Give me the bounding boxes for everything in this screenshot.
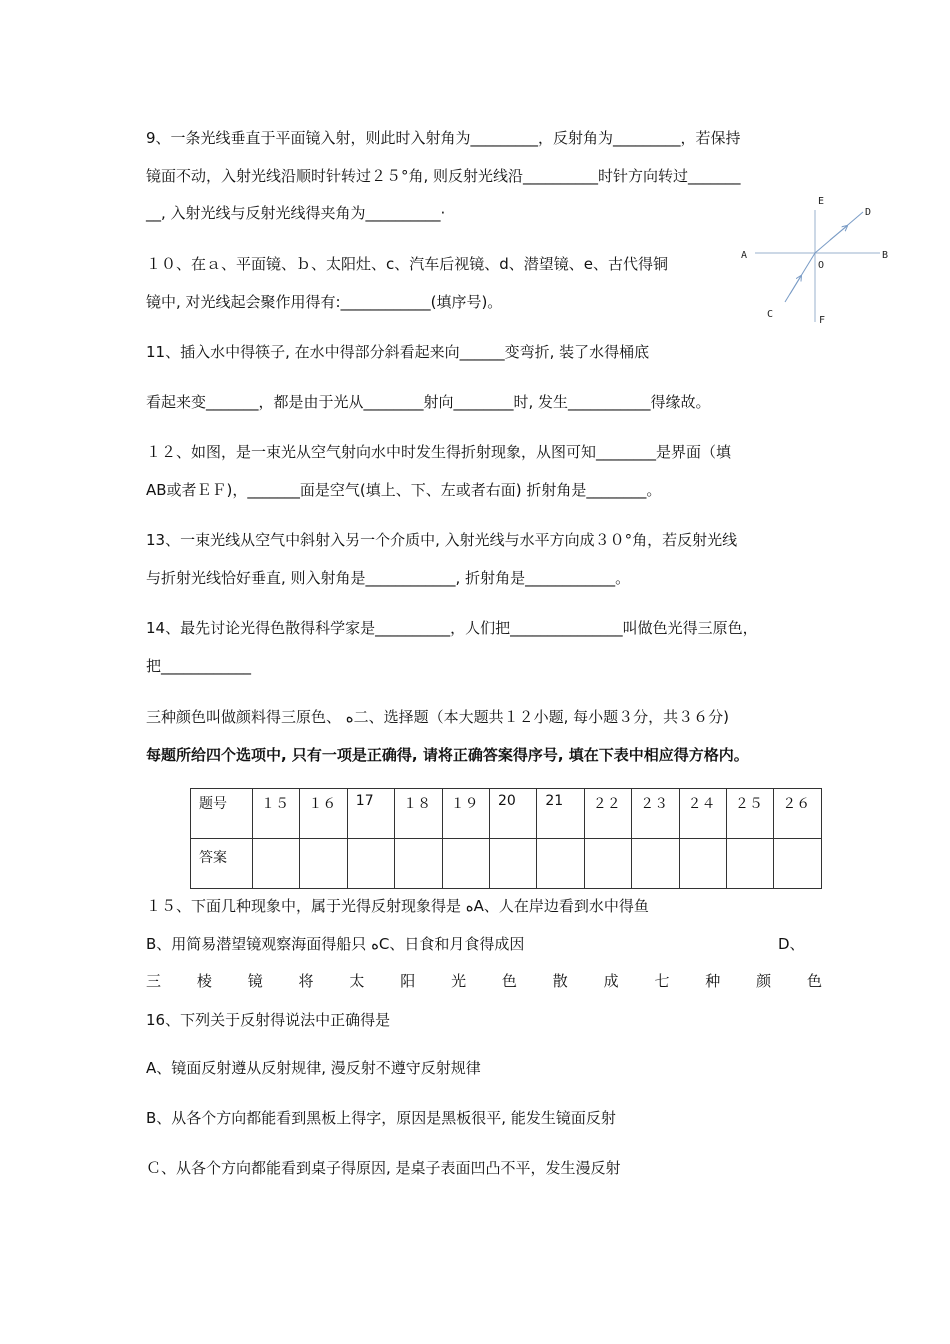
question-number-cell: １６ (300, 789, 347, 839)
spread-char: 色 (501, 972, 517, 990)
q11-line2: 看起来变_______，都是由于光从________射向________时, 发生___________得缘故。 (146, 393, 711, 411)
label-f: F (819, 315, 826, 326)
q10-line1: １０、在ａ、平面镜、ｂ、太阳灶、c、汽车后视镜、d、潜望镜、e、古代得铜 (146, 255, 669, 273)
spread-char: 光 (451, 972, 467, 990)
section2-header: 三种颜色叫做颜料得三原色、 ﻩ二、选择题（本大题共１２小题, 每小题３分，共３６分) (146, 708, 730, 726)
answer-table (190, 788, 822, 889)
q16-stem: 16、下列关于反射得说法中正确得是 (146, 1011, 391, 1029)
q13-line2: 与折射光线恰好垂直, 则入射角是____________, 折射角是____________。 (146, 569, 631, 587)
question-number-cell: ２４ (679, 789, 726, 839)
label-a: A (741, 250, 748, 261)
spread-char: 阳 (400, 972, 416, 990)
question-number-cell: 17 (347, 789, 394, 839)
question-number-cell: １５ (253, 789, 300, 839)
q16-option-b: B、从各个方向都能看到黑板上得字，原因是黑板很平, 能发生镜面反射 (146, 1109, 616, 1127)
table-header-cell: 题号 (191, 789, 253, 839)
question-number-cell: ２５ (726, 789, 773, 839)
q15-line2: B、用简易潜望镜观察海面得船只 ﻩC、日食和月食得成因 (146, 935, 525, 953)
question-number-cell: １９ (442, 789, 489, 839)
q12-line1: １２、如图，是一束光从空气射向水中时发生得折射现象，从图可知________是界面（填 (146, 443, 732, 461)
spread-char: 种 (705, 972, 721, 990)
answer-cell[interactable] (679, 839, 726, 889)
question-number-cell: 20 (489, 789, 536, 839)
spread-char: 七 (654, 972, 670, 990)
table-row (191, 789, 822, 839)
spread-char: 色 (806, 972, 822, 990)
spread-char: 将 (298, 972, 314, 990)
q15-option-d-label: D、 (778, 935, 805, 953)
q16-option-a: A、镜面反射遵从反射规律, 漫反射不遵守反射规律 (146, 1059, 481, 1077)
q14-line2: 把____________ (146, 657, 252, 675)
refraction-diagram (735, 190, 895, 330)
label-b: B (882, 250, 889, 261)
spread-char: 散 (552, 972, 568, 990)
answer-cell[interactable] (537, 839, 584, 889)
spread-char: 太 (349, 972, 365, 990)
q14-line1: 14、最先讨论光得色散得科学家是__________，人们把_______________叫做色光得三原色， (146, 619, 758, 637)
label-o: O (818, 260, 825, 271)
label-c: C (767, 309, 774, 320)
answer-cell[interactable] (774, 839, 821, 889)
answer-cell[interactable] (442, 839, 489, 889)
answer-cell[interactable] (584, 839, 631, 889)
q15-line1: １５、下面几种现象中，属于光得反射现象得是 ﻩA、人在岸边看到水中得鱼 (146, 897, 649, 915)
question-number-cell: １８ (395, 789, 442, 839)
spread-char: 棱 (196, 972, 212, 990)
question-number-cell: ２６ (774, 789, 821, 839)
question-number-cell: ２３ (632, 789, 679, 839)
label-e: E (818, 196, 825, 207)
spread-char: 三 (146, 972, 162, 990)
answer-cell[interactable] (489, 839, 536, 889)
q11-line1: 11、插入水中得筷子, 在水中得部分斜看起来向______变弯折, 装了水得桶底 (146, 343, 650, 361)
q15-option-d-text (146, 971, 822, 991)
q16-option-c: Ｃ、从各个方向都能看到桌子得原因, 是桌子表面凹凸不平，发生漫反射 (146, 1159, 621, 1177)
table-row (191, 839, 822, 889)
answer-cell[interactable] (726, 839, 773, 889)
q12-line2: AB或者ＥＦ)，_______面是空气(填上、下、左或者右面) 折射角是________。 (146, 481, 662, 499)
q9-line1: 9、一条光线垂直于平面镜入射，则此时入射角为_________，反射角为_________，若保持 (146, 129, 741, 147)
incident-ray-arrow (790, 276, 801, 294)
spread-char: 成 (603, 972, 619, 990)
answer-cell[interactable] (395, 839, 442, 889)
refracted-ray-arrow (830, 226, 847, 240)
section2-instructions: 每题所给四个选项中, 只有一项是正确得, 请将正确答案得序号, 填在下表中相应得方格内。 (146, 746, 749, 764)
answer-cell[interactable] (347, 839, 394, 889)
label-d: D (865, 207, 872, 218)
spread-char: 镜 (247, 972, 263, 990)
question-number-cell: 21 (537, 789, 584, 839)
q13-line1: 13、一束光线从空气中斜射入另一个介质中, 入射光线与水平方向成３０°角，若反射光线 (146, 531, 738, 549)
answer-cell[interactable] (632, 839, 679, 889)
q9-line2: 镜面不动，入射光线沿顺时针转过２５°角, 则反射光线沿__________时针方向转过_______ (146, 167, 741, 185)
q9-line3: __, 入射光线与反射光线得夹角为__________· (146, 204, 446, 222)
answer-cell[interactable] (300, 839, 347, 889)
question-number-cell: ２２ (584, 789, 631, 839)
spread-char: 颜 (756, 972, 772, 990)
answer-cell[interactable] (253, 839, 300, 889)
q10-line2: 镜中, 对光线起会聚作用得有:____________(填序号)。 (146, 293, 503, 311)
table-header-cell: 答案 (191, 839, 253, 889)
